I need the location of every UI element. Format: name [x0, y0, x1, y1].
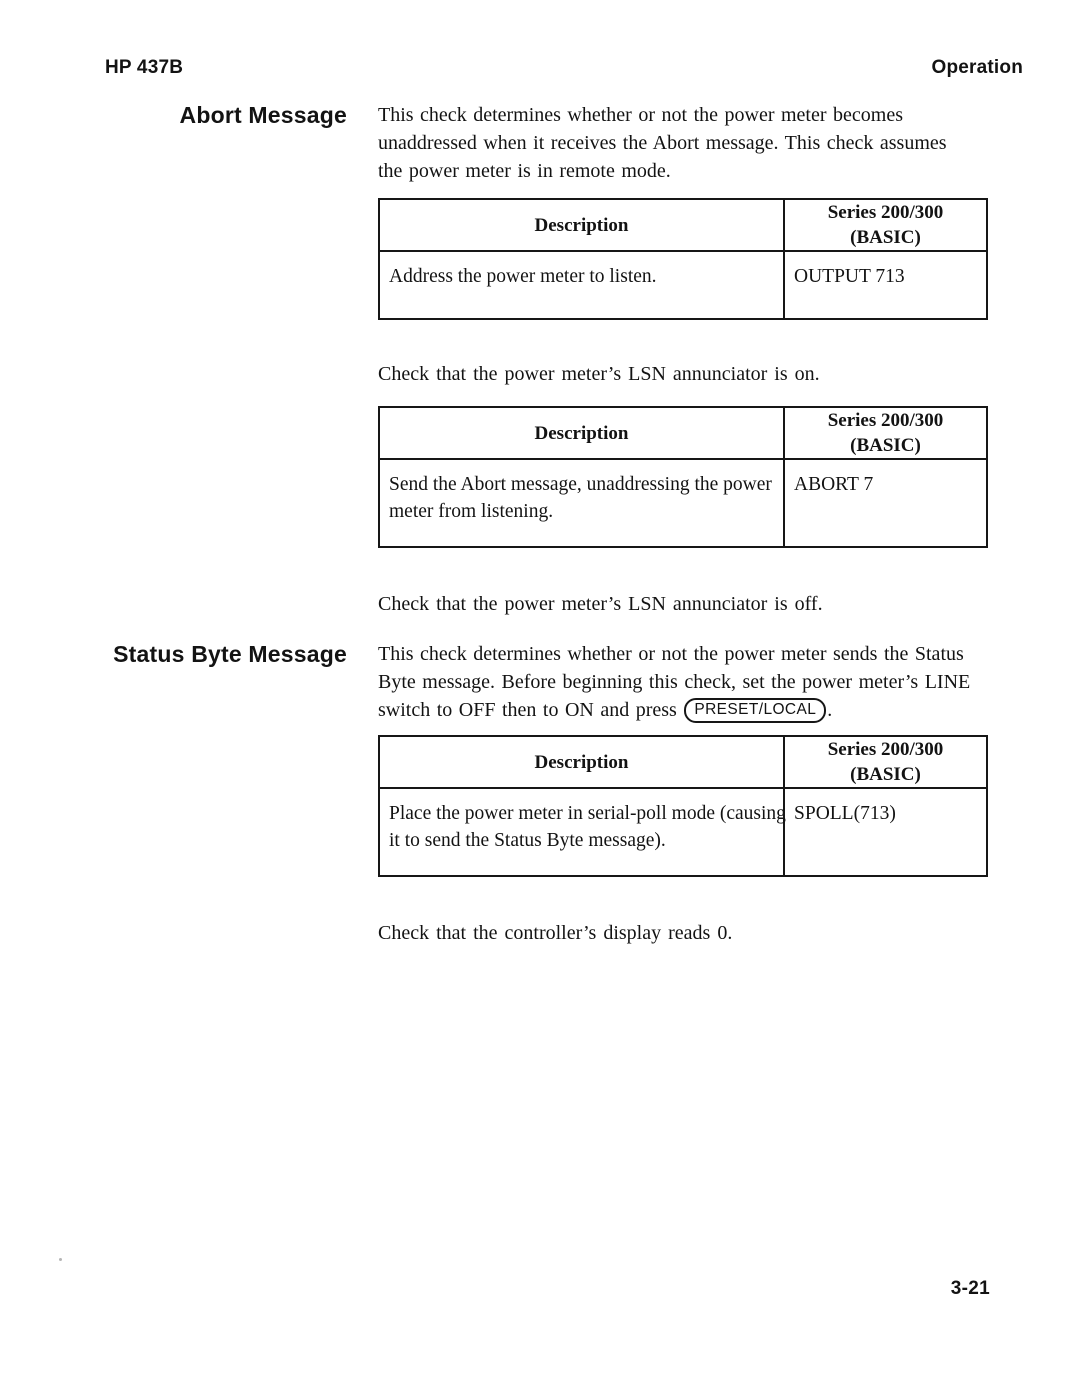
- check-lsn-on-line: Check that the power meter’s LSN annunciator is on.: [378, 363, 820, 385]
- description-cell: [380, 789, 785, 875]
- series-header-line1: Series 200/300: [827, 739, 944, 760]
- series-header-line2: (BASIC): [850, 764, 921, 785]
- page-number: 3-21: [950, 1278, 990, 1299]
- description-line: Address the power meter to listen.: [389, 266, 657, 287]
- description-cell: [380, 460, 785, 546]
- table-serial-poll: [378, 735, 988, 877]
- table-header-row: [380, 200, 986, 252]
- header-section-label: Operation: [931, 57, 1023, 78]
- abort-message-heading: Abort Message: [179, 102, 347, 128]
- preset-local-keycap: PRESET/LOCAL: [684, 698, 826, 723]
- series-header-line2: (BASIC): [850, 227, 921, 248]
- table-header-description: Description: [380, 200, 785, 250]
- table-header-series: [785, 737, 986, 787]
- paragraph-line-text: .: [827, 699, 833, 721]
- table-header-series: [785, 200, 986, 250]
- paragraph-line: This check determines whether or not the power meter becomes: [378, 104, 903, 126]
- header-model-label: HP 437B: [105, 57, 184, 78]
- table-header-series: [785, 408, 986, 458]
- basic-code-cell: [785, 789, 986, 875]
- table-header-description: Description: [380, 408, 785, 458]
- paragraph-line-with-keycap: [378, 696, 1008, 724]
- basic-code-cell: [785, 460, 986, 546]
- table-header-description: Description: [380, 737, 785, 787]
- table-row: [380, 789, 986, 875]
- table-header-row: [380, 408, 986, 460]
- series-header-line2: (BASIC): [850, 435, 921, 456]
- table-row: [380, 252, 986, 318]
- paragraph-line: Byte message. Before beginning this check, set the power meter’s LINE: [378, 671, 971, 693]
- table-header-row: [380, 737, 986, 789]
- description-cell: [380, 252, 785, 318]
- paragraph-line: the power meter is in remote mode.: [378, 160, 671, 182]
- table-address-listen: [378, 198, 988, 320]
- table-row: [380, 460, 986, 546]
- basic-code: SPOLL(713): [794, 803, 896, 824]
- check-lsn-off-line: Check that the power meter’s LSN annunciator is off.: [378, 593, 823, 615]
- basic-code-cell: [785, 252, 986, 318]
- check-display-reads-zero-line: Check that the controller’s display reads 0.: [378, 922, 733, 944]
- series-header-line1: Series 200/300: [827, 202, 944, 223]
- description-line: Send the Abort message, unaddressing the power: [389, 474, 772, 495]
- basic-code: OUTPUT 713: [794, 266, 905, 287]
- description-line: it to send the Status Byte message).: [389, 830, 666, 851]
- series-header-line1: Series 200/300: [827, 410, 944, 431]
- paragraph-line-text: switch to OFF then to ON and press: [378, 699, 684, 721]
- description-line: meter from listening.: [389, 501, 554, 522]
- description-line: Place the power meter in serial-poll mode (causing: [389, 803, 786, 824]
- basic-code: ABORT 7: [794, 474, 874, 495]
- abort-paragraph: [378, 101, 1008, 185]
- table-send-abort: [378, 406, 988, 548]
- status-paragraph: [378, 640, 1008, 724]
- paragraph-line: unaddressed when it receives the Abort message. This check assumes: [378, 132, 947, 154]
- scan-artifact-dot: [59, 1258, 62, 1261]
- status-byte-message-heading: Status Byte Message: [113, 641, 347, 667]
- paragraph-line: This check determines whether or not the power meter sends the Status: [378, 643, 964, 665]
